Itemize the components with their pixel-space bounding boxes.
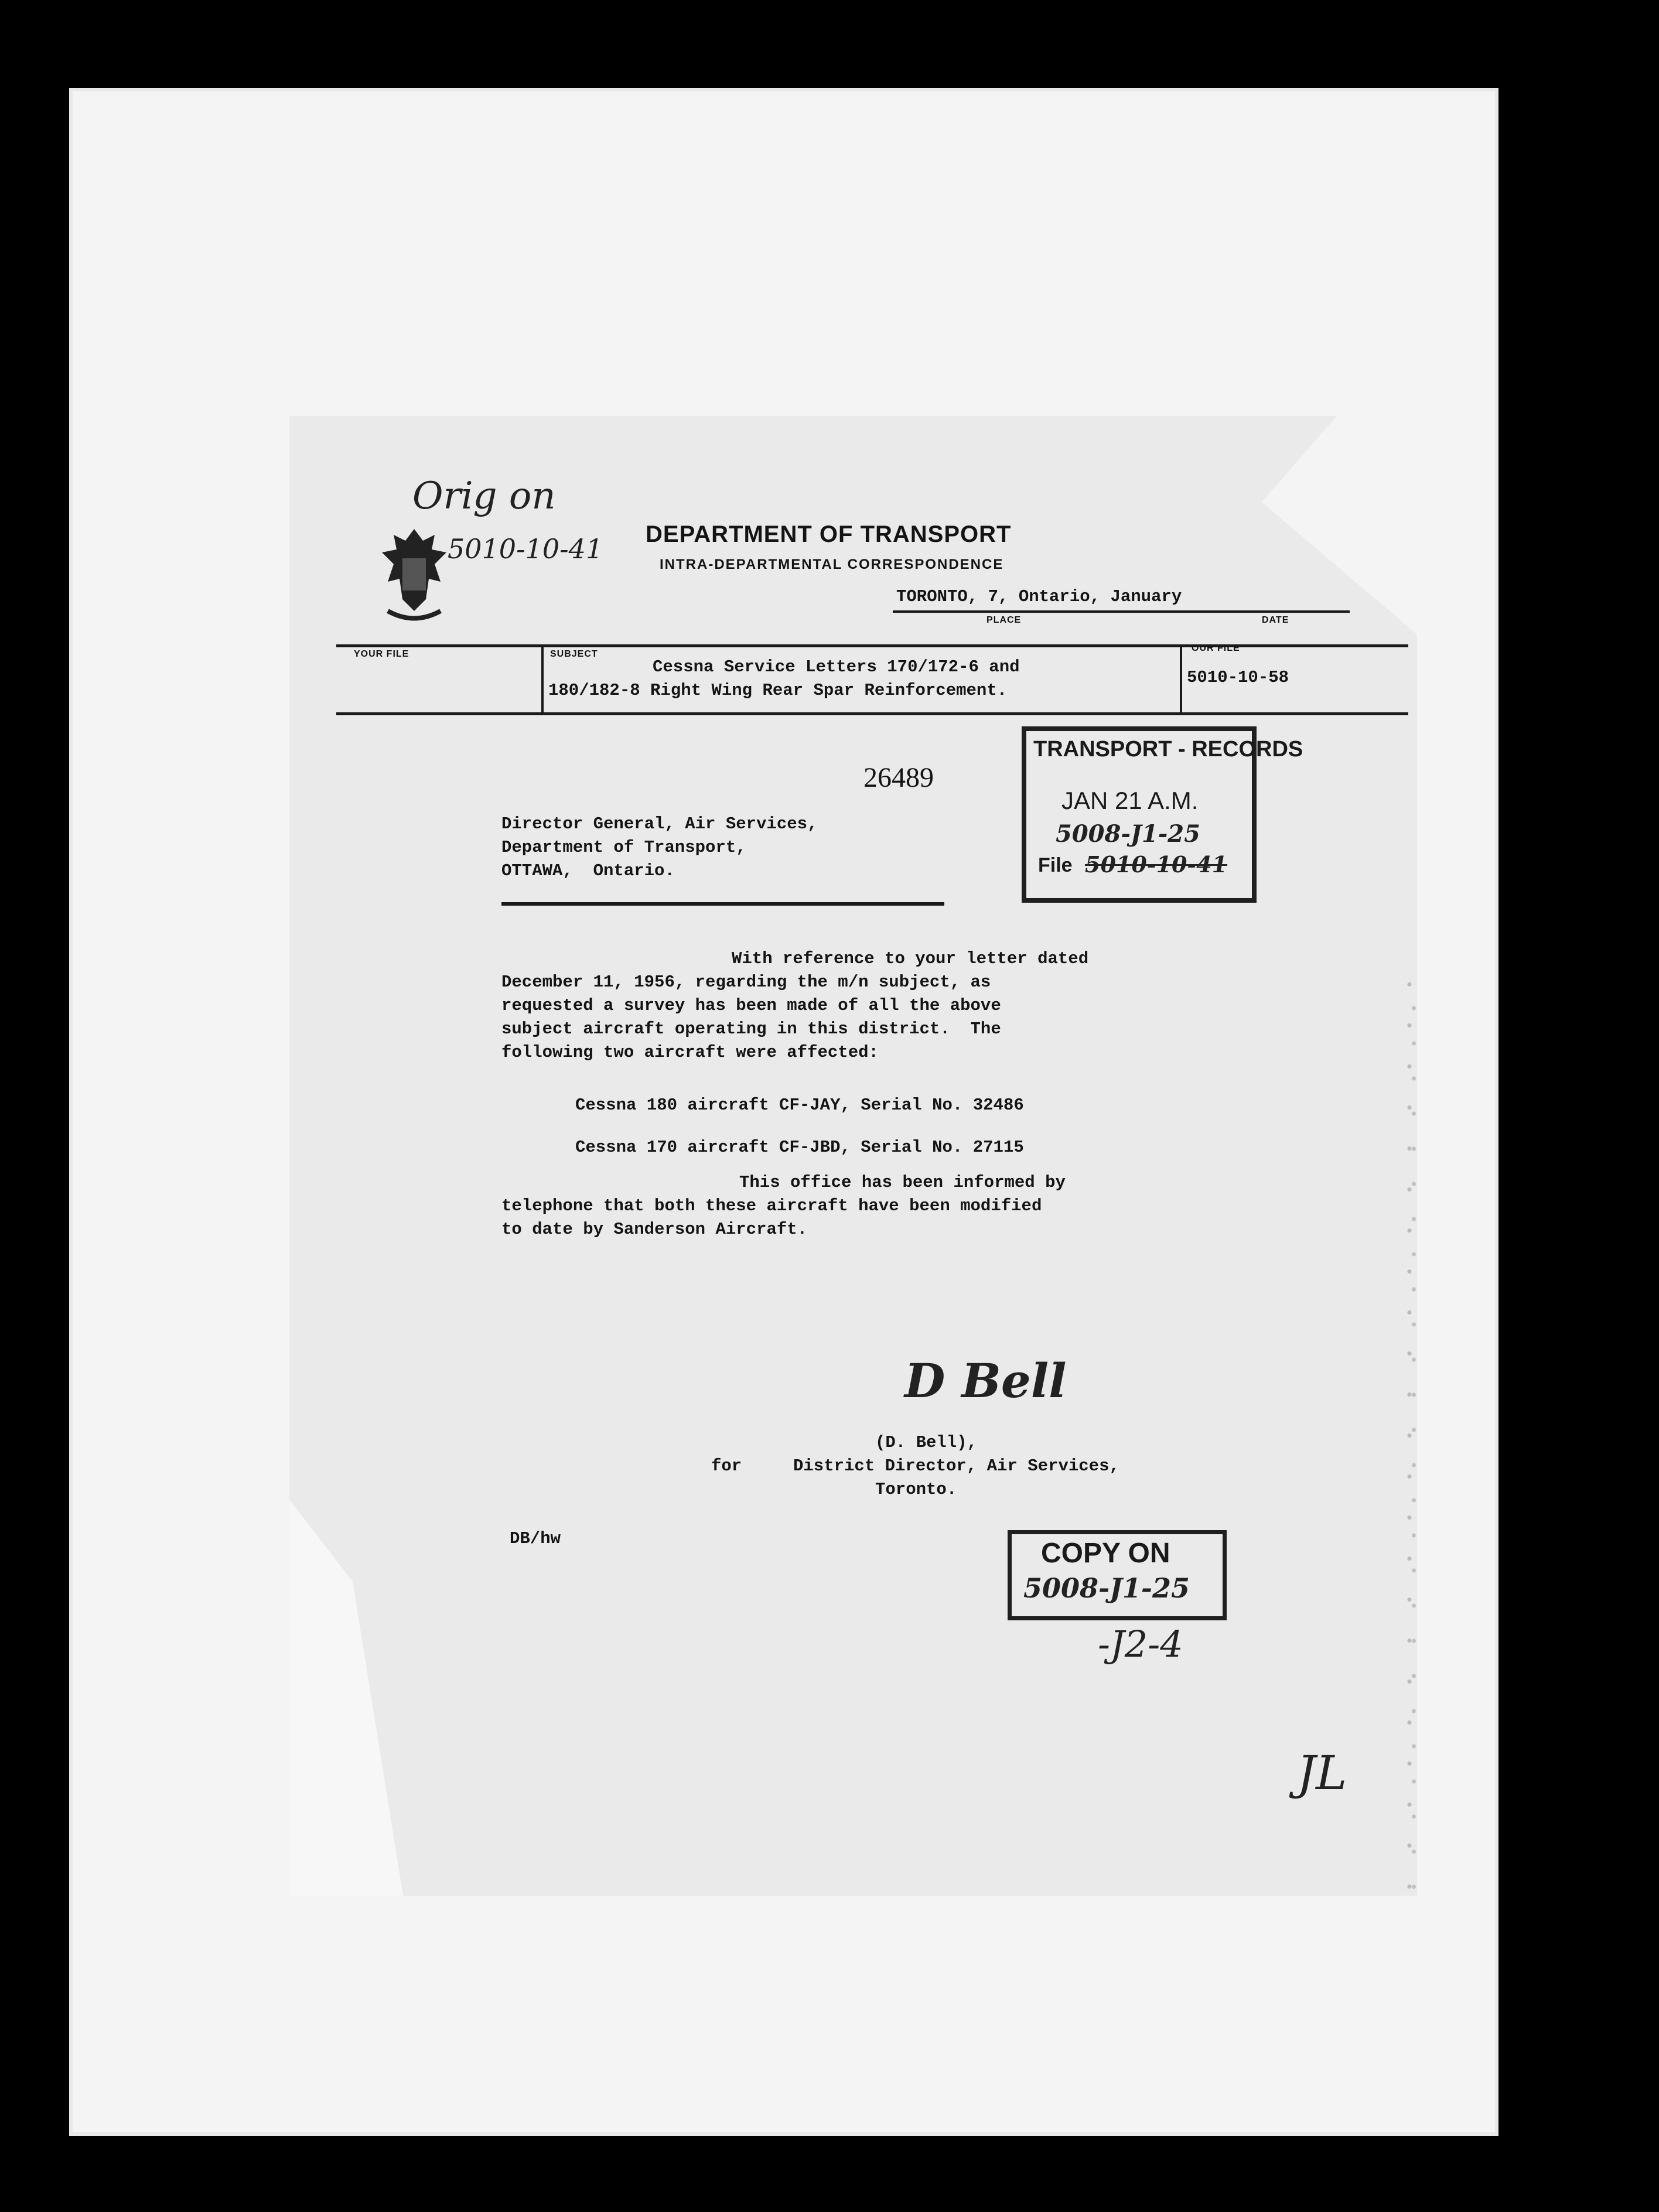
document-number: 26489 <box>863 762 934 793</box>
signature-name: (D. Bell), <box>875 1433 978 1452</box>
transport-records-stamp <box>1022 726 1303 903</box>
stamp-records-title: TRANSPORT - RECORDS <box>1033 737 1303 762</box>
typist-initials: DB/hw <box>510 1529 561 1548</box>
place-label: PLACE <box>986 615 1022 625</box>
your-file-label: YOUR FILE <box>354 649 409 659</box>
body-para1-line2: December 11, 1956, regarding the m/n subject, as <box>501 972 991 992</box>
handwritten-signature: D Bell <box>904 1353 1067 1408</box>
subject-line-2: 180/182-8 Right Wing Rear Spar Reinforcement. <box>548 681 1008 700</box>
body-para1-line4: subject aircraft operating in this district. The <box>501 1019 1001 1039</box>
body-para1-line5: following two aircraft were affected: <box>501 1043 879 1062</box>
letterhead-subtitle: INTRA-DEPARTMENTAL CORRESPONDENCE <box>660 557 1004 572</box>
place-date-underline <box>893 610 1350 613</box>
subject-line-1: Cessna Service Letters 170/172-6 and <box>653 657 1020 677</box>
aircraft-line-1: Cessna 180 aircraft CF-JAY, Serial No. 32486 <box>575 1095 1024 1115</box>
handwritten-orig-on: Orig on <box>412 475 556 518</box>
header-divider-1 <box>541 644 544 715</box>
body-para2-line1: This office has been informed by <box>739 1173 1066 1192</box>
our-file-number: 5010-10-58 <box>1187 668 1289 687</box>
copy-on-stamp <box>1008 1530 1227 1620</box>
signature-city: Toronto. <box>875 1480 957 1499</box>
stamp-records-handwritten-file: 5008-J1-25 <box>1056 820 1200 848</box>
handwritten-orig-file: 5010-10-41 <box>448 533 603 565</box>
stamp-records-struck-file: 5010-10-41 <box>1085 851 1228 878</box>
header-top-rule <box>336 644 1408 647</box>
body-para1-line1: With reference to your letter dated <box>732 949 1089 968</box>
folded-corner-bottom-left <box>289 1500 500 1896</box>
our-file-label: OUR FILE <box>1192 643 1240 653</box>
header-divider-2 <box>1180 644 1182 715</box>
handwritten-initials: JL <box>1297 1746 1347 1800</box>
address-line-2: Department of Transport, <box>501 838 746 857</box>
address-line-1: Director General, Air Services, <box>501 814 818 834</box>
scan-speckle <box>1402 978 1417 1896</box>
body-para1-line3: requested a survey has been made of all the above <box>501 996 1001 1015</box>
copy-on-title: COPY ON <box>1041 1538 1170 1569</box>
handwritten-file-suffix: -J2-4 <box>1098 1623 1183 1665</box>
stamp-records-file-label: File <box>1038 854 1073 876</box>
letter-page <box>289 416 1417 1896</box>
subject-label: SUBJECT <box>550 649 598 659</box>
place-date-line: TORONTO, 7, Ontario, January <box>896 587 1182 606</box>
body-para2-line3: to date by Sanderson Aircraft. <box>501 1220 808 1239</box>
address-underline <box>501 902 944 906</box>
aircraft-line-2: Cessna 170 aircraft CF-JBD, Serial No. 27115 <box>575 1138 1024 1157</box>
scan-mount <box>69 88 1498 2136</box>
signature-title: District Director, Air Services, <box>793 1456 1119 1476</box>
date-label: DATE <box>1262 615 1289 625</box>
department-title: DEPARTMENT OF TRANSPORT <box>646 521 1012 547</box>
header-bottom-rule <box>336 712 1408 715</box>
body-para2-line2: telephone that both these aircraft have been modified <box>501 1196 1042 1216</box>
signature-for: for <box>711 1456 742 1476</box>
address-line-3: OTTAWA, Ontario. <box>501 861 675 880</box>
coat-of-arms-icon <box>342 513 452 636</box>
copy-on-handwritten-file: 5008-J1-25 <box>1023 1572 1190 1604</box>
stamp-records-date: JAN 21 A.M. <box>1061 787 1199 814</box>
